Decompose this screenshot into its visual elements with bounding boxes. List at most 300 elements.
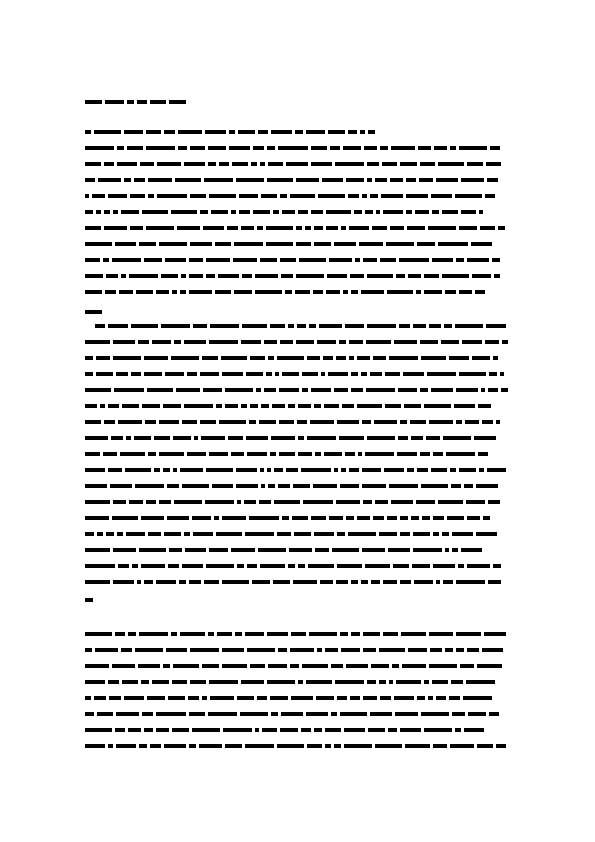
text-line — [85, 680, 511, 684]
text-word — [134, 178, 145, 182]
text-word — [337, 420, 359, 424]
text-word — [487, 468, 506, 472]
text-word — [184, 532, 190, 536]
text-line — [85, 258, 511, 262]
text-word — [340, 712, 367, 716]
text-word — [363, 648, 376, 652]
text-word — [182, 564, 203, 568]
text-word — [261, 404, 269, 408]
text-word — [479, 468, 484, 472]
text-word — [368, 728, 385, 732]
text-word — [486, 324, 506, 328]
text-word — [139, 548, 166, 552]
text-word — [462, 340, 482, 344]
text-word — [159, 242, 187, 246]
text-word — [362, 420, 371, 424]
text-word — [488, 388, 498, 392]
text-line — [85, 194, 511, 198]
text-word — [493, 564, 501, 568]
text-word — [329, 258, 352, 262]
text-word — [370, 372, 382, 376]
text-word — [271, 712, 278, 716]
text-word — [200, 420, 216, 424]
text-word — [456, 580, 485, 584]
text-word — [209, 194, 236, 198]
text-word — [443, 436, 471, 440]
text-word — [96, 372, 113, 376]
text-word — [205, 130, 226, 134]
text-word — [240, 712, 268, 716]
text-word — [190, 194, 206, 198]
text-word — [391, 500, 413, 504]
text-word — [113, 548, 136, 552]
text-line — [85, 500, 511, 504]
text-word — [85, 372, 93, 376]
text-word — [174, 340, 181, 344]
text-word — [189, 580, 201, 584]
text-word — [341, 648, 360, 652]
text-word — [103, 258, 109, 262]
text-word — [127, 100, 134, 104]
text-word — [362, 548, 385, 552]
text-word — [488, 580, 501, 584]
text-word — [464, 484, 473, 488]
text-word — [455, 194, 482, 198]
text-word — [200, 210, 208, 214]
text-word — [407, 226, 425, 230]
text-word — [400, 162, 417, 166]
text-word — [343, 290, 348, 294]
text-word — [267, 632, 288, 636]
text-word — [479, 210, 483, 214]
text-word — [446, 452, 475, 456]
text-word — [384, 468, 404, 472]
text-word — [483, 516, 490, 520]
text-word — [482, 420, 493, 424]
text-word — [477, 664, 502, 668]
text-word — [147, 388, 173, 392]
text-word — [291, 632, 306, 636]
text-word — [459, 226, 477, 230]
text-word — [332, 548, 359, 552]
text-word — [326, 210, 351, 214]
text-word — [389, 680, 393, 684]
text-word — [322, 178, 343, 182]
text-word — [344, 744, 372, 748]
text-word — [138, 664, 160, 668]
text-word — [180, 468, 203, 472]
text-word — [431, 194, 452, 198]
text-word — [163, 468, 170, 472]
text-word — [303, 500, 333, 504]
text-word — [319, 324, 342, 328]
text-word — [164, 744, 186, 748]
text-word — [161, 274, 178, 278]
text-word — [165, 372, 184, 376]
text-word — [216, 404, 222, 408]
text-word — [389, 484, 418, 488]
text-word — [156, 580, 176, 584]
text-word — [359, 242, 383, 246]
text-word — [424, 404, 451, 408]
text-word — [256, 388, 261, 392]
text-word — [492, 258, 500, 262]
text-word — [187, 452, 206, 456]
text-word — [85, 598, 93, 602]
text-word — [169, 100, 186, 104]
text-word — [142, 404, 160, 408]
text-word — [376, 210, 380, 214]
text-word — [401, 632, 426, 636]
text-word — [208, 712, 237, 716]
text-word — [214, 516, 219, 520]
text-word — [366, 388, 395, 392]
text-word — [279, 452, 295, 456]
text-word — [148, 194, 154, 198]
text-word — [475, 290, 485, 294]
text-word — [103, 452, 117, 456]
text-word — [281, 712, 303, 716]
text-word — [165, 258, 186, 262]
text-word — [465, 420, 479, 424]
text-word — [428, 226, 456, 230]
text-word — [188, 696, 199, 700]
text-word — [118, 564, 129, 568]
text-word — [169, 548, 182, 552]
text-word — [128, 728, 141, 732]
text-word — [383, 580, 397, 584]
text-word — [215, 290, 231, 294]
text-word — [405, 744, 430, 748]
text-word — [108, 744, 113, 748]
text-word — [193, 532, 213, 536]
text-word — [146, 500, 156, 504]
text-word — [85, 226, 101, 230]
text-word — [461, 548, 482, 552]
text-word — [381, 194, 403, 198]
text-word — [478, 452, 488, 456]
text-word — [156, 712, 186, 716]
text-line — [85, 420, 511, 424]
text-word — [386, 242, 414, 246]
text-line — [85, 664, 511, 668]
text-word — [311, 388, 331, 392]
text-word — [159, 452, 184, 456]
text-word — [168, 564, 179, 568]
text-word — [273, 580, 290, 584]
text-word — [164, 532, 181, 536]
text-word — [421, 484, 448, 488]
text-word — [246, 436, 268, 440]
text-word — [336, 356, 346, 360]
text-word — [168, 696, 185, 700]
text-word — [351, 632, 360, 636]
text-word — [244, 500, 256, 504]
text-word — [337, 696, 347, 700]
text-word — [222, 372, 243, 376]
text-word — [328, 372, 348, 376]
text-word — [187, 372, 197, 376]
text-word — [358, 452, 362, 456]
text-word — [247, 648, 275, 652]
text-word — [341, 468, 346, 472]
text-word — [228, 436, 243, 440]
text-word — [278, 146, 308, 150]
text-word — [309, 632, 337, 636]
text-word — [398, 436, 408, 440]
text-word — [261, 194, 277, 198]
text-word — [306, 680, 332, 684]
text-word — [124, 696, 144, 700]
text-word — [120, 452, 145, 456]
text-word — [190, 680, 206, 684]
text-word — [146, 226, 174, 230]
text-word — [137, 100, 147, 104]
text-word — [116, 712, 139, 716]
text-word — [212, 484, 233, 488]
text-word — [117, 146, 124, 150]
text-word — [135, 648, 163, 652]
text-word — [163, 664, 170, 668]
text-word — [431, 388, 453, 392]
text-word — [315, 548, 329, 552]
text-word — [293, 580, 317, 584]
text-word — [372, 226, 387, 230]
text-word — [344, 728, 365, 732]
text-word — [144, 258, 162, 262]
text-word — [281, 274, 293, 278]
text-word — [145, 420, 156, 424]
text-word — [485, 340, 499, 344]
text-word — [415, 210, 429, 214]
text-word — [202, 664, 219, 668]
text-line — [85, 146, 511, 150]
text-word — [159, 420, 179, 424]
text-word — [366, 340, 391, 344]
text-line — [85, 548, 511, 552]
text-word — [363, 500, 372, 504]
text-word — [282, 372, 299, 376]
text-word — [417, 242, 435, 246]
text-word — [301, 468, 331, 472]
text-word — [250, 356, 265, 360]
text-word — [450, 744, 474, 748]
text-word — [330, 146, 340, 150]
text-word — [361, 372, 367, 376]
text-word — [174, 500, 202, 504]
text-word — [280, 194, 287, 198]
text-word — [400, 728, 421, 732]
text-word — [154, 436, 170, 440]
text-word — [451, 484, 461, 488]
text-word — [296, 226, 302, 230]
text-word — [106, 532, 114, 536]
text-word — [258, 130, 268, 134]
text-word — [209, 340, 238, 344]
text-word — [110, 484, 132, 488]
text-word — [349, 226, 369, 230]
text-word — [311, 210, 323, 214]
text-word — [455, 324, 483, 328]
text-word — [367, 436, 395, 440]
text-word — [193, 324, 207, 328]
text-line — [85, 388, 511, 392]
text-word — [442, 274, 469, 278]
text-word — [371, 664, 389, 668]
text-word — [150, 100, 166, 104]
text-word — [204, 580, 219, 584]
text-word — [301, 728, 311, 732]
text-word — [315, 452, 321, 456]
text-word — [129, 274, 158, 278]
text-word — [285, 290, 292, 294]
text-word — [255, 274, 278, 278]
text-word — [112, 664, 135, 668]
text-word — [298, 452, 312, 456]
text-line — [85, 712, 511, 716]
text-word — [208, 146, 226, 150]
text-word — [227, 226, 238, 230]
text-word — [175, 178, 201, 182]
text-word — [467, 564, 490, 568]
text-word — [307, 436, 336, 440]
text-word — [334, 242, 356, 246]
text-word — [115, 728, 125, 732]
text-word — [331, 712, 337, 716]
text-word — [260, 564, 285, 568]
text-word — [424, 728, 452, 732]
text-word — [432, 680, 448, 684]
text-word — [390, 226, 404, 230]
text-word — [278, 484, 290, 488]
text-word — [306, 130, 325, 134]
text-word — [267, 468, 271, 472]
text-word — [396, 274, 405, 278]
text-word — [365, 564, 390, 568]
text-word — [498, 226, 505, 230]
text-word — [286, 162, 308, 166]
text-word — [122, 680, 138, 684]
text-word — [104, 162, 114, 166]
text-word — [394, 696, 414, 700]
text-word — [209, 548, 228, 552]
text-word — [424, 290, 442, 294]
text-word — [206, 258, 230, 262]
text-word — [349, 468, 359, 472]
text-word — [350, 696, 360, 700]
text-word — [231, 548, 255, 552]
text-word — [394, 340, 417, 344]
text-word — [311, 146, 327, 150]
text-word — [486, 162, 501, 166]
text-word — [387, 290, 413, 294]
text-word — [267, 146, 275, 150]
text-word — [85, 100, 102, 104]
text-word — [111, 436, 123, 440]
text-word — [109, 696, 121, 700]
text-word — [267, 680, 295, 684]
text-word — [351, 580, 358, 584]
text-word — [177, 226, 200, 230]
text-word — [172, 680, 187, 684]
text-word — [450, 146, 456, 150]
text-word — [225, 404, 238, 408]
text-word — [296, 242, 311, 246]
text-word — [444, 324, 452, 328]
text-word — [306, 712, 328, 716]
text-word — [271, 130, 292, 134]
text-word — [339, 436, 364, 440]
text-word — [424, 680, 429, 684]
text-word — [296, 340, 314, 344]
text-word — [373, 356, 386, 360]
text-word — [146, 130, 161, 134]
text-line — [85, 274, 511, 278]
text-word — [113, 580, 134, 584]
text-word — [96, 356, 110, 360]
text-word — [433, 532, 439, 536]
text-word — [428, 696, 433, 700]
text-word — [494, 274, 500, 278]
text-word — [343, 146, 361, 150]
text-word — [436, 178, 458, 182]
text-word — [255, 290, 282, 294]
text-word — [410, 420, 426, 424]
text-word — [270, 324, 285, 328]
text-word — [217, 632, 232, 636]
text-word — [132, 564, 138, 568]
text-word — [326, 290, 340, 294]
text-word — [206, 274, 215, 278]
text-word — [270, 452, 276, 456]
text-word — [200, 372, 219, 376]
text-word — [268, 484, 275, 488]
text-word — [442, 210, 458, 214]
text-word — [112, 258, 141, 262]
text-word — [94, 130, 121, 134]
text-word — [222, 648, 244, 652]
text-word — [259, 420, 276, 424]
text-word — [239, 194, 258, 198]
text-word — [436, 580, 440, 584]
text-word — [407, 468, 414, 472]
text-word — [156, 728, 169, 732]
text-word — [489, 372, 497, 376]
text-word — [316, 696, 334, 700]
text-word — [116, 372, 128, 376]
text-word — [445, 548, 449, 552]
text-word — [456, 420, 462, 424]
text-word — [290, 648, 314, 652]
text-word — [216, 532, 242, 536]
text-word — [471, 242, 492, 246]
text-word — [379, 648, 405, 652]
text-word — [476, 532, 497, 536]
text-word — [139, 744, 147, 748]
text-word — [449, 356, 469, 360]
text-line — [85, 598, 93, 602]
text-word — [209, 452, 228, 456]
text-line — [85, 290, 511, 294]
text-word — [241, 404, 247, 408]
text-word — [334, 388, 348, 392]
text-word — [454, 404, 475, 408]
text-word — [121, 210, 139, 214]
text-word — [351, 388, 363, 392]
text-word — [135, 484, 164, 488]
text-word — [221, 356, 247, 360]
text-word — [452, 532, 473, 536]
